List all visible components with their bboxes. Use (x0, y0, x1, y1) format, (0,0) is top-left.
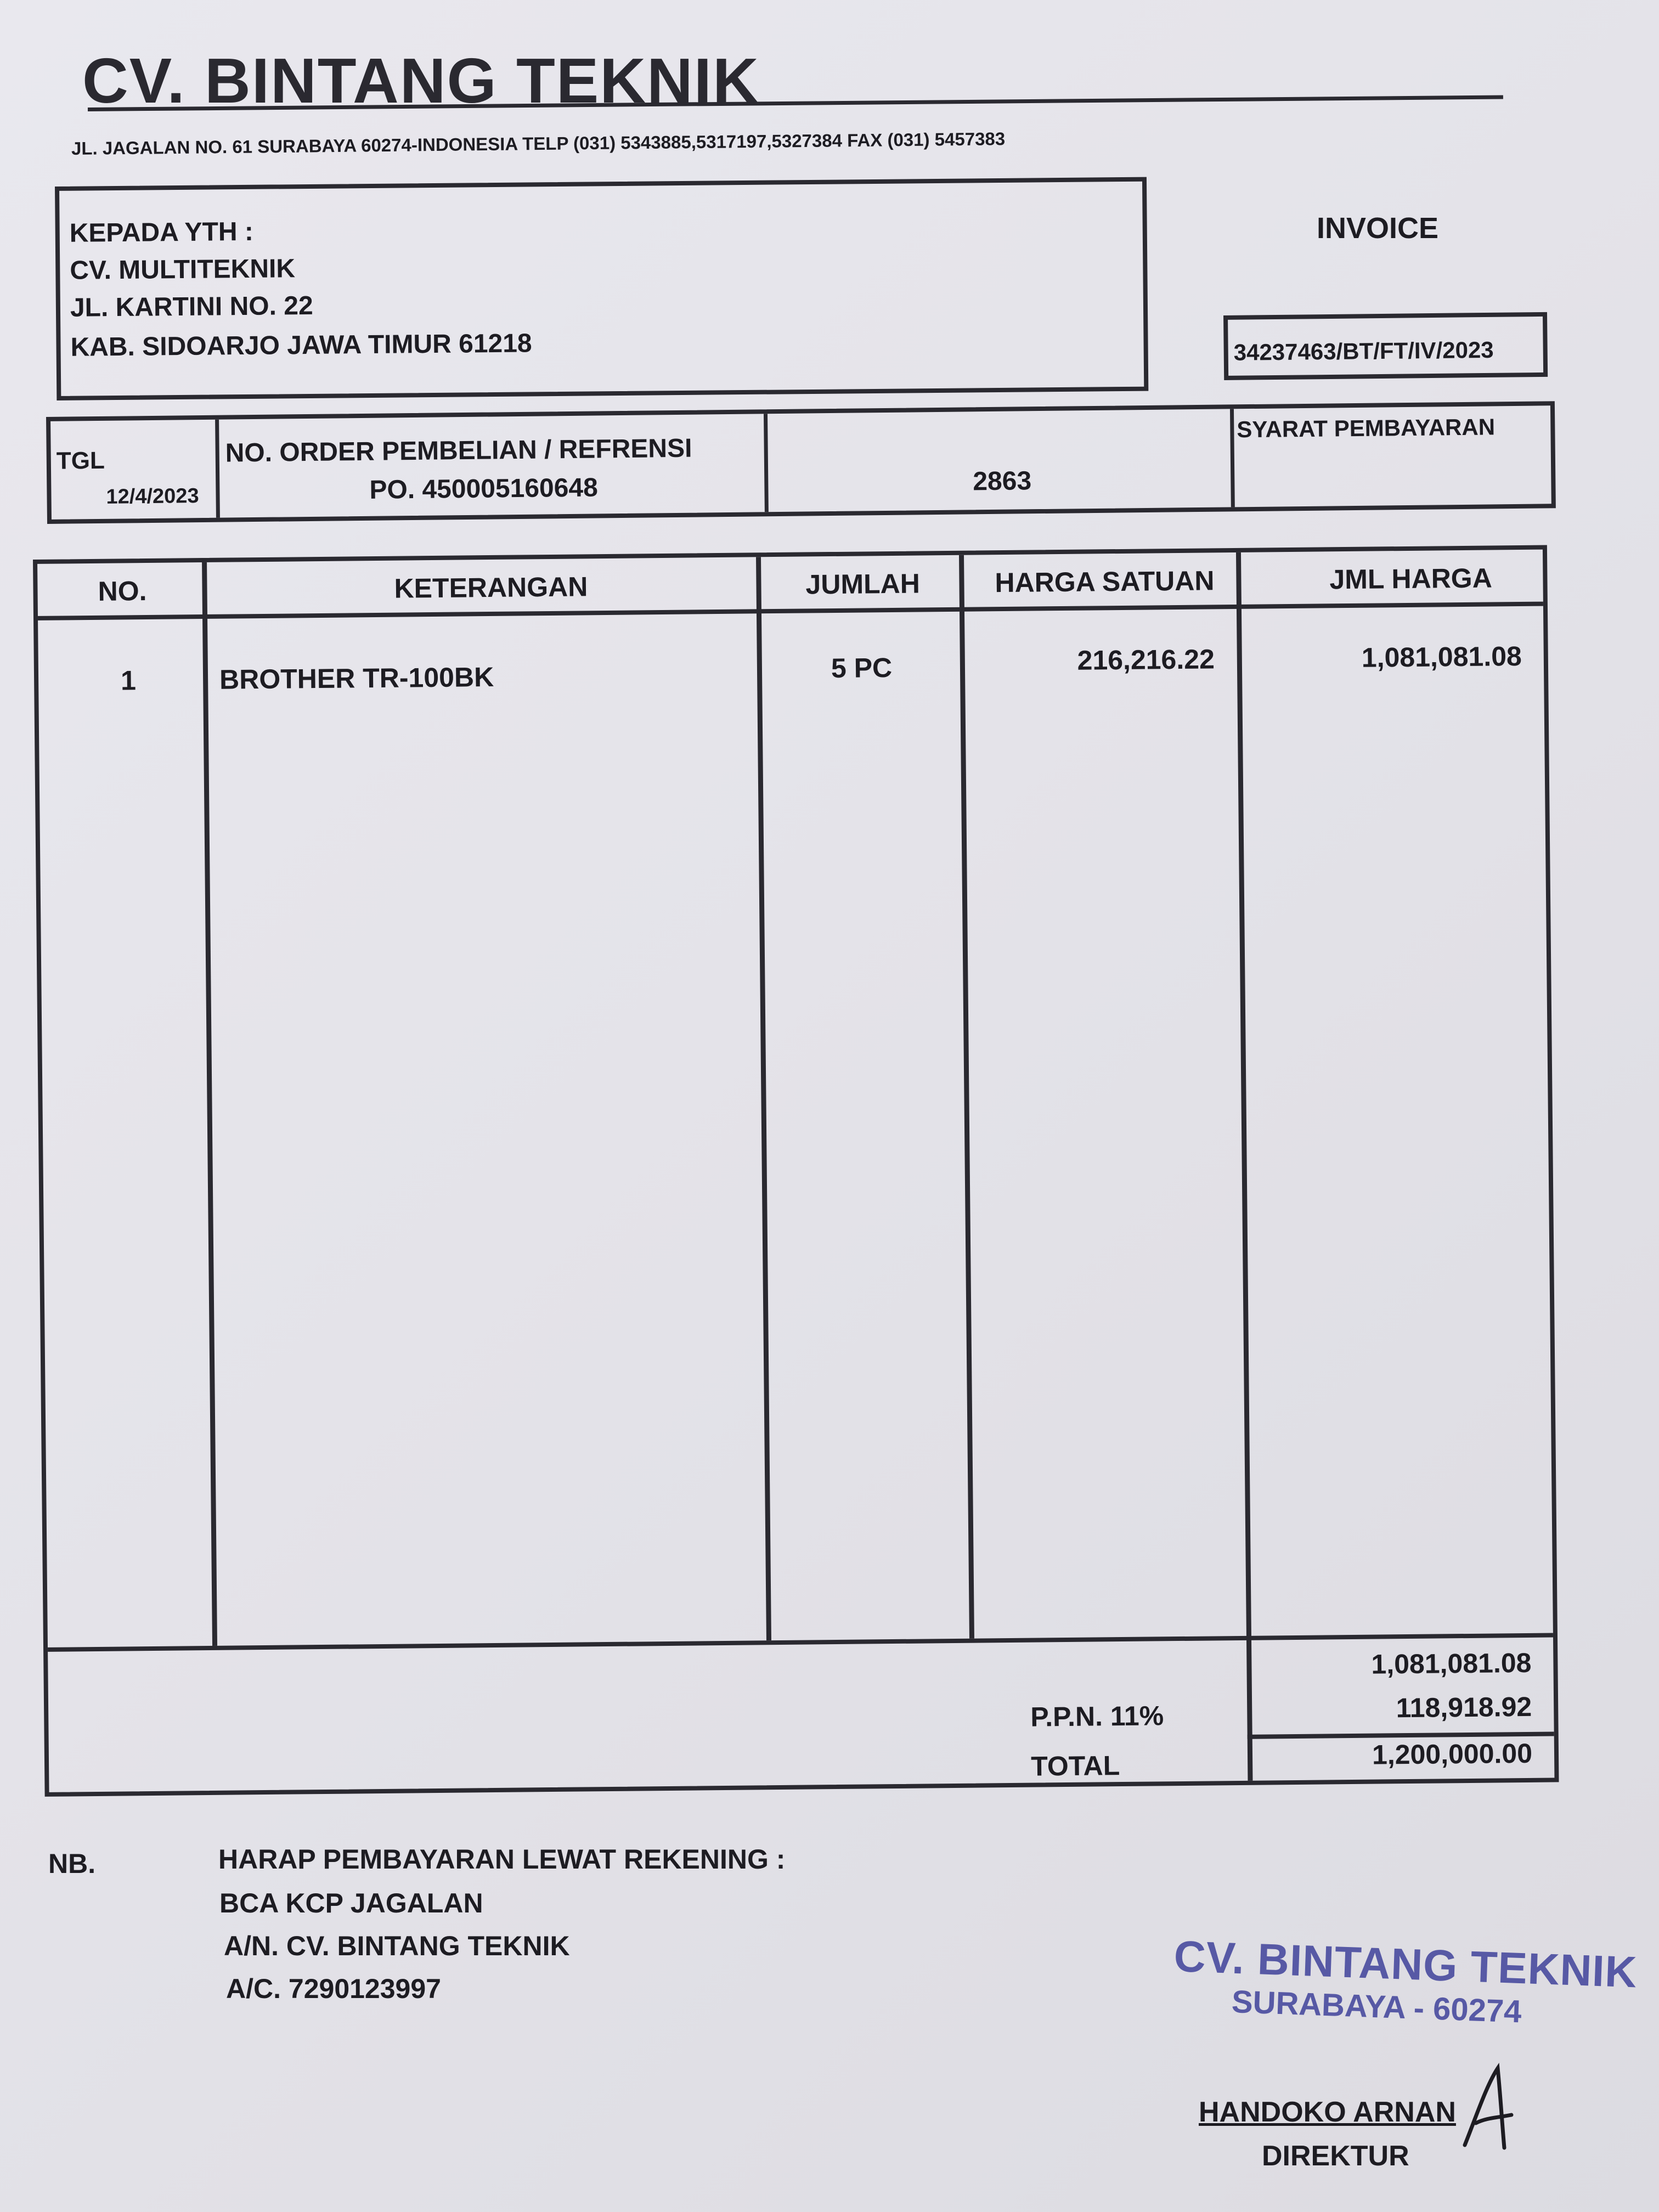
column-header-no: NO. (98, 575, 147, 607)
company-stamp-city: SURABAYA - 60274 (1231, 1984, 1522, 2030)
company-name: CV. BINTANG TEKNIK (82, 45, 760, 116)
notes-line: A/N. CV. BINTANG TEKNIK (224, 1931, 570, 1961)
po-label: NO. ORDER PEMBELIAN / REFRENSI (225, 433, 692, 468)
recipient-city: KAB. SIDOARJO JAWA TIMUR 61218 (70, 329, 532, 362)
date-value: 12/4/2023 (106, 484, 199, 509)
column-header-unit-price: HARGA SATUAN (995, 565, 1215, 599)
total-label: TOTAL (1030, 1750, 1120, 1782)
invoice-title: INVOICE (1317, 212, 1439, 245)
signatory-title: DIREKTUR (1262, 2140, 1409, 2172)
signature-icon (1459, 2063, 1520, 2151)
tax-label: P.P.N. 11% (1030, 1700, 1164, 1733)
notes-line: HARAP PEMBAYARAN LEWAT REKENING : (218, 1844, 786, 1875)
invoice-number: 34237463/BT/FT/IV/2023 (1233, 336, 1494, 365)
summary-rule (48, 1633, 1553, 1651)
payment-terms-label: SYARAT PEMBAYARAN (1237, 414, 1496, 443)
order-divider (215, 420, 220, 518)
notes-line: A/C. 7290123997 (226, 1973, 441, 2004)
company-stamp: CV. BINTANG TEKNIK (1173, 1932, 1638, 1997)
order-middle-value: 2863 (973, 466, 1032, 496)
items-table (33, 545, 1559, 1797)
recipient-street: JL. KARTINI NO. 22 (70, 291, 313, 323)
order-divider (764, 414, 769, 512)
row-qty: 5 PC (831, 652, 893, 684)
invoice-number-box (1223, 312, 1548, 380)
recipient-name: CV. MULTITEKNIK (70, 254, 296, 285)
notes-line: BCA KCP JAGALAN (219, 1888, 483, 1918)
row-unit-price: 216,216.22 (1077, 644, 1215, 676)
row-no: 1 (120, 665, 137, 696)
column-divider (1236, 552, 1252, 1781)
column-header-description: KETERANGAN (394, 571, 588, 604)
subtotal-value: 1,081,081.08 (1371, 1647, 1532, 1680)
row-amount: 1,081,081.08 (1361, 640, 1522, 673)
company-address: JL. JAGALAN NO. 61 SURABAYA 60274-INDONESIA TELP (031) 5343885,5317197,5327384 FAX (031) 5457383 (71, 128, 1006, 159)
column-header-amount: JML HARGA (1329, 562, 1493, 595)
total-value: 1,200,000.00 (1372, 1737, 1533, 1770)
notes-label: NB. (48, 1848, 96, 1879)
row-description: BROTHER TR-100BK (219, 661, 494, 695)
column-divider (202, 562, 217, 1646)
column-divider (959, 555, 974, 1639)
column-header-qty: JUMLAH (805, 568, 921, 600)
tax-value: 118,918.92 (1396, 1691, 1532, 1724)
date-label: TGL (56, 447, 105, 475)
column-divider (756, 557, 771, 1640)
order-info-box (46, 401, 1556, 524)
header-rule (38, 602, 1543, 620)
signatory-name: HANDOKO ARNAN (1199, 2096, 1456, 2128)
recipient-label: KEPADA YTH : (69, 217, 254, 248)
po-value: PO. 450005160648 (369, 473, 599, 505)
order-divider (1230, 409, 1235, 507)
recipient-box (55, 177, 1148, 400)
